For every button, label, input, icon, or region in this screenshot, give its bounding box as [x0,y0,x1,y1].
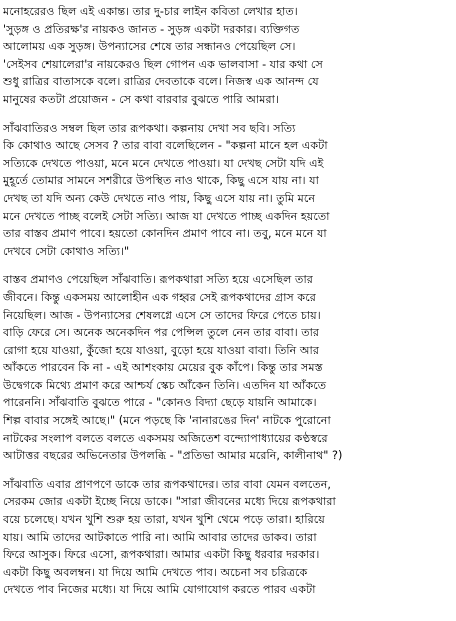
text-line: তার বাস্তব প্রমাণ পাবে। হয়তো কোনদিন প্রমাণ পাবে না। তবু, মনে মনে যা [3,227,327,241]
text-line: নিয়েছিল। আজ - উপন্যাসের শেষলগ্নে এসে সে তাদের ফিরে পেতে চায়। [3,308,321,322]
text-line: 'সেইসব শেয়ালেরা'র নায়কেরও ছিল গোপন এক ভালবাসা - যার কথা সে [3,57,323,71]
paragraph-4 [3,476,453,599]
text-line: ফিরে আসুক। ফিরে এসো, রূপকথারা। আমার একটা কিছু ধরবার দরকার। [3,548,320,562]
text-line: জীবনে। কিন্তু একসময় আলোহীন এক গহ্বর সেই রূপকথাদের গ্রাস করে [3,290,316,304]
text-line: সাঁঝবাতিরও সম্বল ছিল তার রূপকথা। কল্পনায় দেখা সব ছবি। সত্যি [3,121,296,135]
text-line: যায়। আমি তাদের আটকাতে পারি না। আমি আবার তাদের ডাকব। তারা [3,530,317,544]
text-line: সাঁঝবাতি এবার প্রাণপণে ডাকে তার রূপকথাদের। তার বাবা যেমন বলতেন, [3,477,331,491]
text-line: মুহূর্তে তোমার সামনে সশরীরে উপস্থিত নাও থাকে, কিছু এসে যায় না। যা [3,174,319,188]
text-line: উদ্বেগকে মিথ্যে প্রমাণ করে আশ্চর্য স্কেচ আঁকেন তিনি। এতদিন যা আঁকতে [3,378,327,392]
text-line: মানুষের কতটা প্রয়োজন - সে কথা বারবার বুঝতে পারি আমরা। [3,92,279,106]
text-line: সত্যিকে দেখতে পাওয়া, মনে মনে দেখতে পাওয়া। যা দেখছ সেটা যদি এই [3,156,324,170]
text-line: মনে দেখতে পাচ্ছ বলেই সেটা সত্যি। আজ যা দেখতে পাচ্ছ একদিন হয়তো [3,209,330,223]
text-line: কি কোথাও আছে সেসব ? তার বাবা বলেছিলেন - "কল্পনা মানে হল একটা [3,139,328,153]
text-line: পারেননি। সাঁঝবাতি বুঝতে পারে - "কোনও বিদ্যা ছেড়ে যায়নি আমাকে। [3,396,317,410]
text-line: আটাত্তর বছরের অভিনেতার উপলব্ধি - "প্রতিভা আমার মরেনি, কালীনাথ" ?) [3,449,343,463]
text-line: শিল্প বাবার সঙ্গেই আছে।" (মনে পড়ছে কি 'নানারঙের দিন' নাটকে পুরোনো [3,414,331,428]
text-line: বাড়ি ফেরে সে। অনেক অনেকদিন পর পেন্সিল তুলে নেন তার বাবা। তার [3,326,320,340]
text-line: সেরকম জোর একটা ইচ্ছে নিয়ে ডাকে। "সারা জীবনের মধ্যে দিয়ে রূপকথারা [3,495,336,509]
text-line: আঁকতে পারবেন কি না - এই আশংকায় মেয়ের বুক কাঁপে। কিন্তু তার সমস্ত [3,361,323,375]
text-line: দেখছ তা যদি অন্য কেউ দেখতে নাও পায়, কিছু এসে যায় না। তুমি মনে [3,191,316,205]
text-line: বাস্তব প্রমাণও পেয়েছিল সাঁঝবাতি। রূপকথারা সত্যি হয়ে এসেছিল তার [3,273,313,287]
paragraph-3 [3,271,453,465]
text-line: 'সুড়ঙ্গ ও প্রতিরক্ষ'র নায়কও জানত - সুড়ঙ্গ একটা দরকার। ব্যক্তিগত [3,22,300,36]
text-line: নাটকের সংলাপ বলতে বলতে একসময় অজিতেশ বন্দ্যোপাধ্যায়ের কণ্ঠস্বরে [3,431,328,445]
text-line: মনোহরেরও ছিল এই একান্ত। তার দু-চার লাইন কবিতা লেখার হাত। [3,5,298,18]
text-line: আলোময় এক সুড়ঙ্গ। উপন্যাসের শেষে তার সন্ধানও পেয়েছিল সে। [3,40,296,54]
text-line: দেখবে সেটা কোথাও সত্যি।" [3,244,130,258]
paragraph-2 [3,120,453,261]
text-line: একটা কিছু অবলম্বন। যা দিয়ে আমি দেখতে পাব। অচেনা সব চরিত্রকে [3,565,308,579]
text-line: বয়ে চলেছে। যখন খুশি শুরু হয় তারা, যখন খুশি থেমে পড়ে তারা। হারিয়ে [3,513,325,527]
paragraph-1 [3,3,453,109]
text-line: শুধু রাত্রির বাতাসকে বলে। রাত্রির দেবতাকে বলে। নিজস্ব এক আনন্দ যে [3,75,319,89]
text-line: দেখতে পাব নিজের মধ্যে। যা দিয়ে আমি যোগাযোগ করতে পারব একটা [3,583,316,597]
text-line: রোগা হয়ে যাওয়া, কুঁজো হয়ে যাওয়া, বুড়ো হয়ে যাওয়া বাবা। তিনি আর [3,343,320,357]
